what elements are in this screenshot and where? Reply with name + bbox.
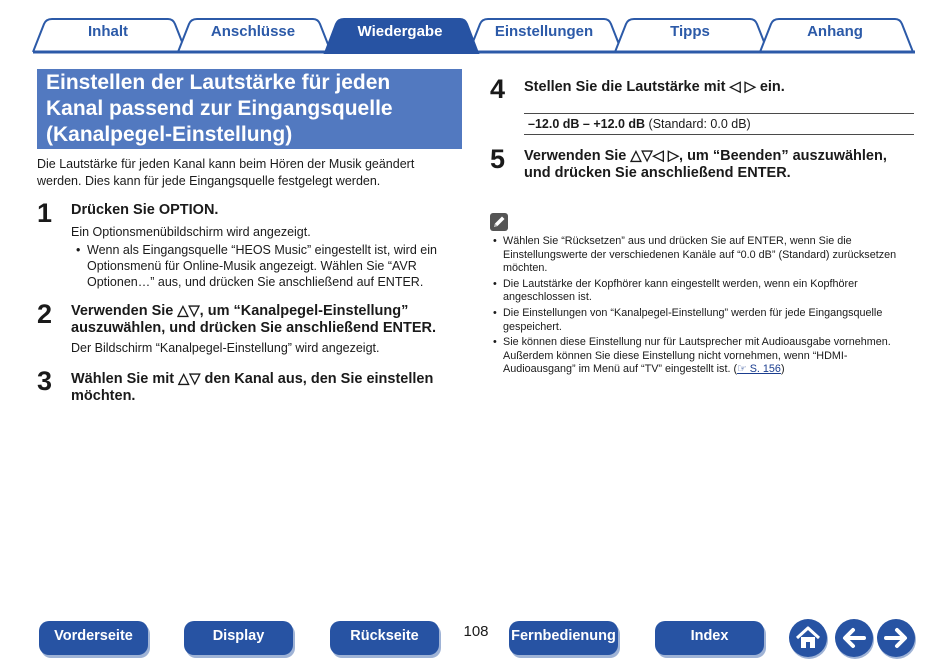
- note-line: Einstellungswerte der verschiedenen Kanäle auf “0.0 dB” (Standard) zurücksetzen: [503, 248, 897, 261]
- step-2-number: 2: [37, 299, 53, 329]
- note-line: möchten.: [503, 262, 548, 275]
- note-item: [493, 306, 918, 334]
- tab-wiedergabe[interactable]: Wiedergabe: [357, 23, 443, 40]
- step-4-heading: Stellen Sie die Lautstärke mit ◁ ▷ ein.: [524, 79, 785, 95]
- back-button[interactable]: [835, 619, 873, 657]
- step-1-heading: Drücken Sie OPTION.: [71, 202, 219, 218]
- step-5-heading-line: und drücken Sie anschließend ENTER.: [524, 165, 791, 181]
- step-2-text: Der Bildschirm “Kanalpegel-Einstellung” wird angezeigt.: [71, 341, 380, 355]
- note-line: [503, 363, 918, 377]
- bullet-line: Wenn als Eingangsquelle “HEOS Music” eingestellt ist, wird ein: [87, 243, 437, 257]
- fernbedienung-button[interactable]: Fernbedienung: [509, 621, 618, 655]
- home-icon: [789, 619, 827, 657]
- tab-bar: [0, 0, 950, 56]
- note-line: angeschlossen ist.: [503, 291, 592, 304]
- page-number: 108: [463, 623, 489, 640]
- bullet-dot: •: [493, 277, 497, 290]
- note-line: Sie können diese Einstellung nur für Lautsprecher mit Audioausgabe vornehmen.: [503, 336, 891, 349]
- tab-inhalt[interactable]: Inhalt: [88, 23, 128, 40]
- intro-line: werden. Dies kann für jede Eingangsquelle festgelegt werden.: [37, 174, 381, 188]
- note-line: Außerdem können Sie diese Einstellung nicht vornehmen, wenn “HDMI-: [503, 349, 848, 362]
- step-3-heading-line: möchten.: [71, 388, 136, 404]
- bullet-dot: •: [76, 243, 81, 257]
- page-title: [37, 69, 462, 149]
- note-line: gespeichert.: [503, 320, 562, 333]
- title-line: (Kanalpegel-Einstellung): [46, 123, 293, 146]
- pencil-icon: [490, 213, 508, 231]
- bullet-line: Optionen…” aus, und drücken Sie anschließend auf ENTER.: [87, 275, 424, 289]
- note-item: [493, 277, 918, 305]
- back-arrow-icon: [835, 619, 873, 657]
- note-line-end: ): [780, 363, 785, 376]
- step-2-heading-line: Verwenden Sie △▽, um “Kanalpegel-Einstellung”: [71, 303, 409, 319]
- note-line: Die Einstellungen von “Kanalpegel-Einstellung” werden für jede Eingangsquelle: [503, 306, 883, 319]
- range-info: [524, 113, 914, 135]
- step-5-heading-line: Verwenden Sie △▽◁ ▷, um “Beenden” auszuwählen,: [524, 148, 887, 164]
- rueckseite-button[interactable]: Rückseite: [330, 621, 439, 655]
- page-reference-link[interactable]: ☞ S. 156: [737, 363, 781, 376]
- intro-line: Die Lautstärke für jeden Kanal kann beim Hören der Musik geändert: [37, 157, 415, 171]
- step-1-number: 1: [37, 198, 53, 228]
- tab-anhang[interactable]: Anhang: [807, 23, 863, 40]
- step-3-heading-line: Wählen Sie mit △▽ den Kanal aus, den Sie einstellen: [71, 371, 434, 387]
- note-line: Die Lautstärke der Kopfhörer kann eingestellt werden, wenn ein Kopfhörer: [503, 277, 858, 290]
- step-3-number: 3: [37, 366, 53, 396]
- bullet-line: Optionsmenü für Online-Musik angezeigt. Wählen Sie “AVR: [87, 259, 417, 273]
- vorderseite-button[interactable]: Vorderseite: [39, 621, 148, 655]
- step-2-heading-line: auszuwählen, und drücken Sie anschließend ENTER.: [71, 320, 436, 336]
- step-4-number: 4: [490, 74, 506, 104]
- note-line-text: Audioausgang” im Menü auf “TV” eingestellt ist. (: [503, 363, 738, 376]
- intro-text: [37, 156, 462, 190]
- home-button[interactable]: [789, 619, 827, 657]
- note-item: [493, 235, 918, 276]
- bullet-dot: •: [493, 306, 497, 319]
- index-button[interactable]: Index: [655, 621, 764, 655]
- tab-einstellungen[interactable]: Einstellungen: [494, 23, 594, 40]
- range-values: –12.0 dB – +12.0 dB: [528, 117, 646, 131]
- note-item: [493, 336, 918, 377]
- bullet-dot: •: [493, 235, 497, 247]
- tab-tipps[interactable]: Tipps: [670, 23, 710, 40]
- range-default: (Standard: 0.0 dB): [645, 117, 751, 131]
- forward-button[interactable]: [877, 619, 915, 657]
- bullet-dot: •: [493, 336, 497, 349]
- tab-anschluesse[interactable]: Anschlüsse: [210, 23, 296, 40]
- forward-arrow-icon: [877, 619, 915, 657]
- step-5-number: 5: [490, 144, 506, 174]
- notes-list: [493, 235, 918, 379]
- step-1-text: Ein Optionsmenübildschirm wird angezeigt.: [71, 225, 311, 239]
- title-line: Einstellen der Lautstärke für jeden: [46, 71, 391, 94]
- note-line: Wählen Sie “Rücksetzen” aus und drücken Sie auf ENTER, wenn Sie die: [503, 235, 852, 247]
- step-1-bullet: [76, 242, 437, 290]
- title-line: Kanal passend zur Eingangsquelle: [46, 97, 393, 120]
- display-button[interactable]: Display: [184, 621, 293, 655]
